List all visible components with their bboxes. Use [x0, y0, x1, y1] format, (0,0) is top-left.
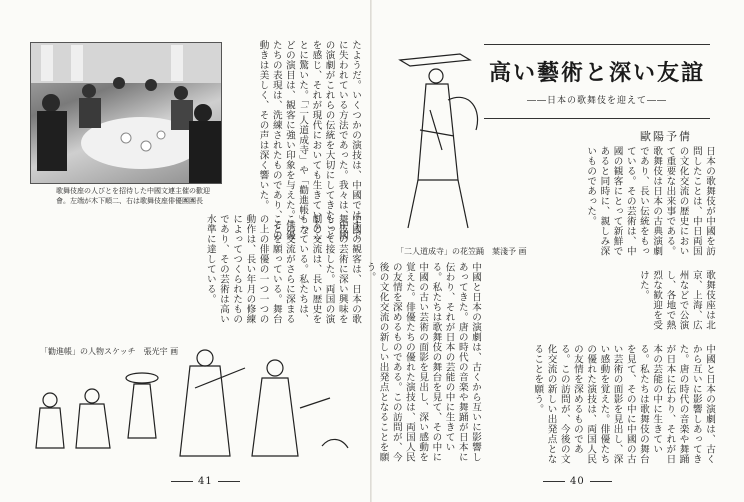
- right-page: [364, 0, 744, 502]
- right-illustration-caption: 「二人道成寺」の花笠踊 葉淺予 画: [396, 247, 527, 256]
- reception-photo: [30, 42, 222, 184]
- left-page-number: 41: [166, 476, 245, 487]
- right-lower-text: 中國と日本の演劇は、古くから互いに影響しあってきた。唐の時代の音楽や舞踊が日本に伝わり、それが日本の芸能の中に生きている。私たちは歌舞伎の舞台を見て、その中に中國の古い芸術の面影を見出し、深い感動を覚えた。俳優たちの優れた演技は、両国人民の友情を深めるものである。この訪問が、今後の文化交流の新しい出発点となることを願う。: [532, 344, 715, 464]
- right-page-number: 40: [538, 476, 617, 487]
- photo-caption: 歌舞伎座の人びとを招待した中國文連主催の歡迎會。左端が木下順二、右は歌舞伎座俳優團團長: [56, 187, 210, 205]
- right-lower-left-text: 中國と日本の演劇は、古くから互いに影響しあってきた。唐の時代の音楽や舞踊が日本に伝わり、それが日本の芸能の中に生きている。私たちは歌舞伎の舞台を見て、その中に中國の古い芸術の面影を見出し、深い感動を覚えた。俳優たちの優れた演技は、両国人民の友情を深めるものである。この訪問が、今後の文化交流の新しい出発点となることを願う。: [364, 262, 481, 462]
- article-title: 高い藝術と深い友誼: [488, 60, 705, 86]
- author-name: 歐陽予倩: [640, 130, 692, 143]
- right-side-text: 歌舞伎座は北京、上海、広州などで公演し、各地で熱烈な歓迎を受けた。: [637, 270, 715, 330]
- dojoji-dancer-sketch: [390, 40, 490, 236]
- left-upper-text: たようだ。いくつかの演技は、中國ではすでに失われている方法であった。我々は、中國の演劇がこれらの伝統を大切にしてきたことを感じ、それが現代においても生きていることに驚いた。「二人道成寺」や「勸進帳」などの演目は、観客に強い印象を与えた。俳優たちの表現は、洗練されたものであり、その動きは美しく、その声は深く響いた。: [257, 40, 361, 240]
- left-illustration-caption: 「勸進帳」の人物スケッチ 張光宇 画: [40, 347, 179, 356]
- left-middle-text: 中國の観客は、日本の歌舞伎の芸術に深い興味をもって接した。両国の演劇の交流は、長い歴史をもっている。私たちは、この交流がさらに深まることを願っている。舞台の上の俳優の一つ一つの動作は、長い年月の修練によってつくられたものであり、その芸術は高い水準に達している。: [204, 214, 361, 324]
- title-rule-bottom: [484, 118, 710, 119]
- kanjincho-sketch: [30, 338, 360, 468]
- right-upper-text: 日本の歌舞伎が中國を訪問したことは、中日両国の文化交流の歴史において重要な出来事である。歌舞伎は日本の古典演劇であり、長い伝統をもっている。その芸術は、中國の観客にとって新鮮であると同時に、親しみ深いものであった。: [585, 146, 715, 256]
- article-subtitle: ――日本の歌舞伎を迎えて――: [526, 96, 667, 106]
- article-title-block: [484, 44, 710, 114]
